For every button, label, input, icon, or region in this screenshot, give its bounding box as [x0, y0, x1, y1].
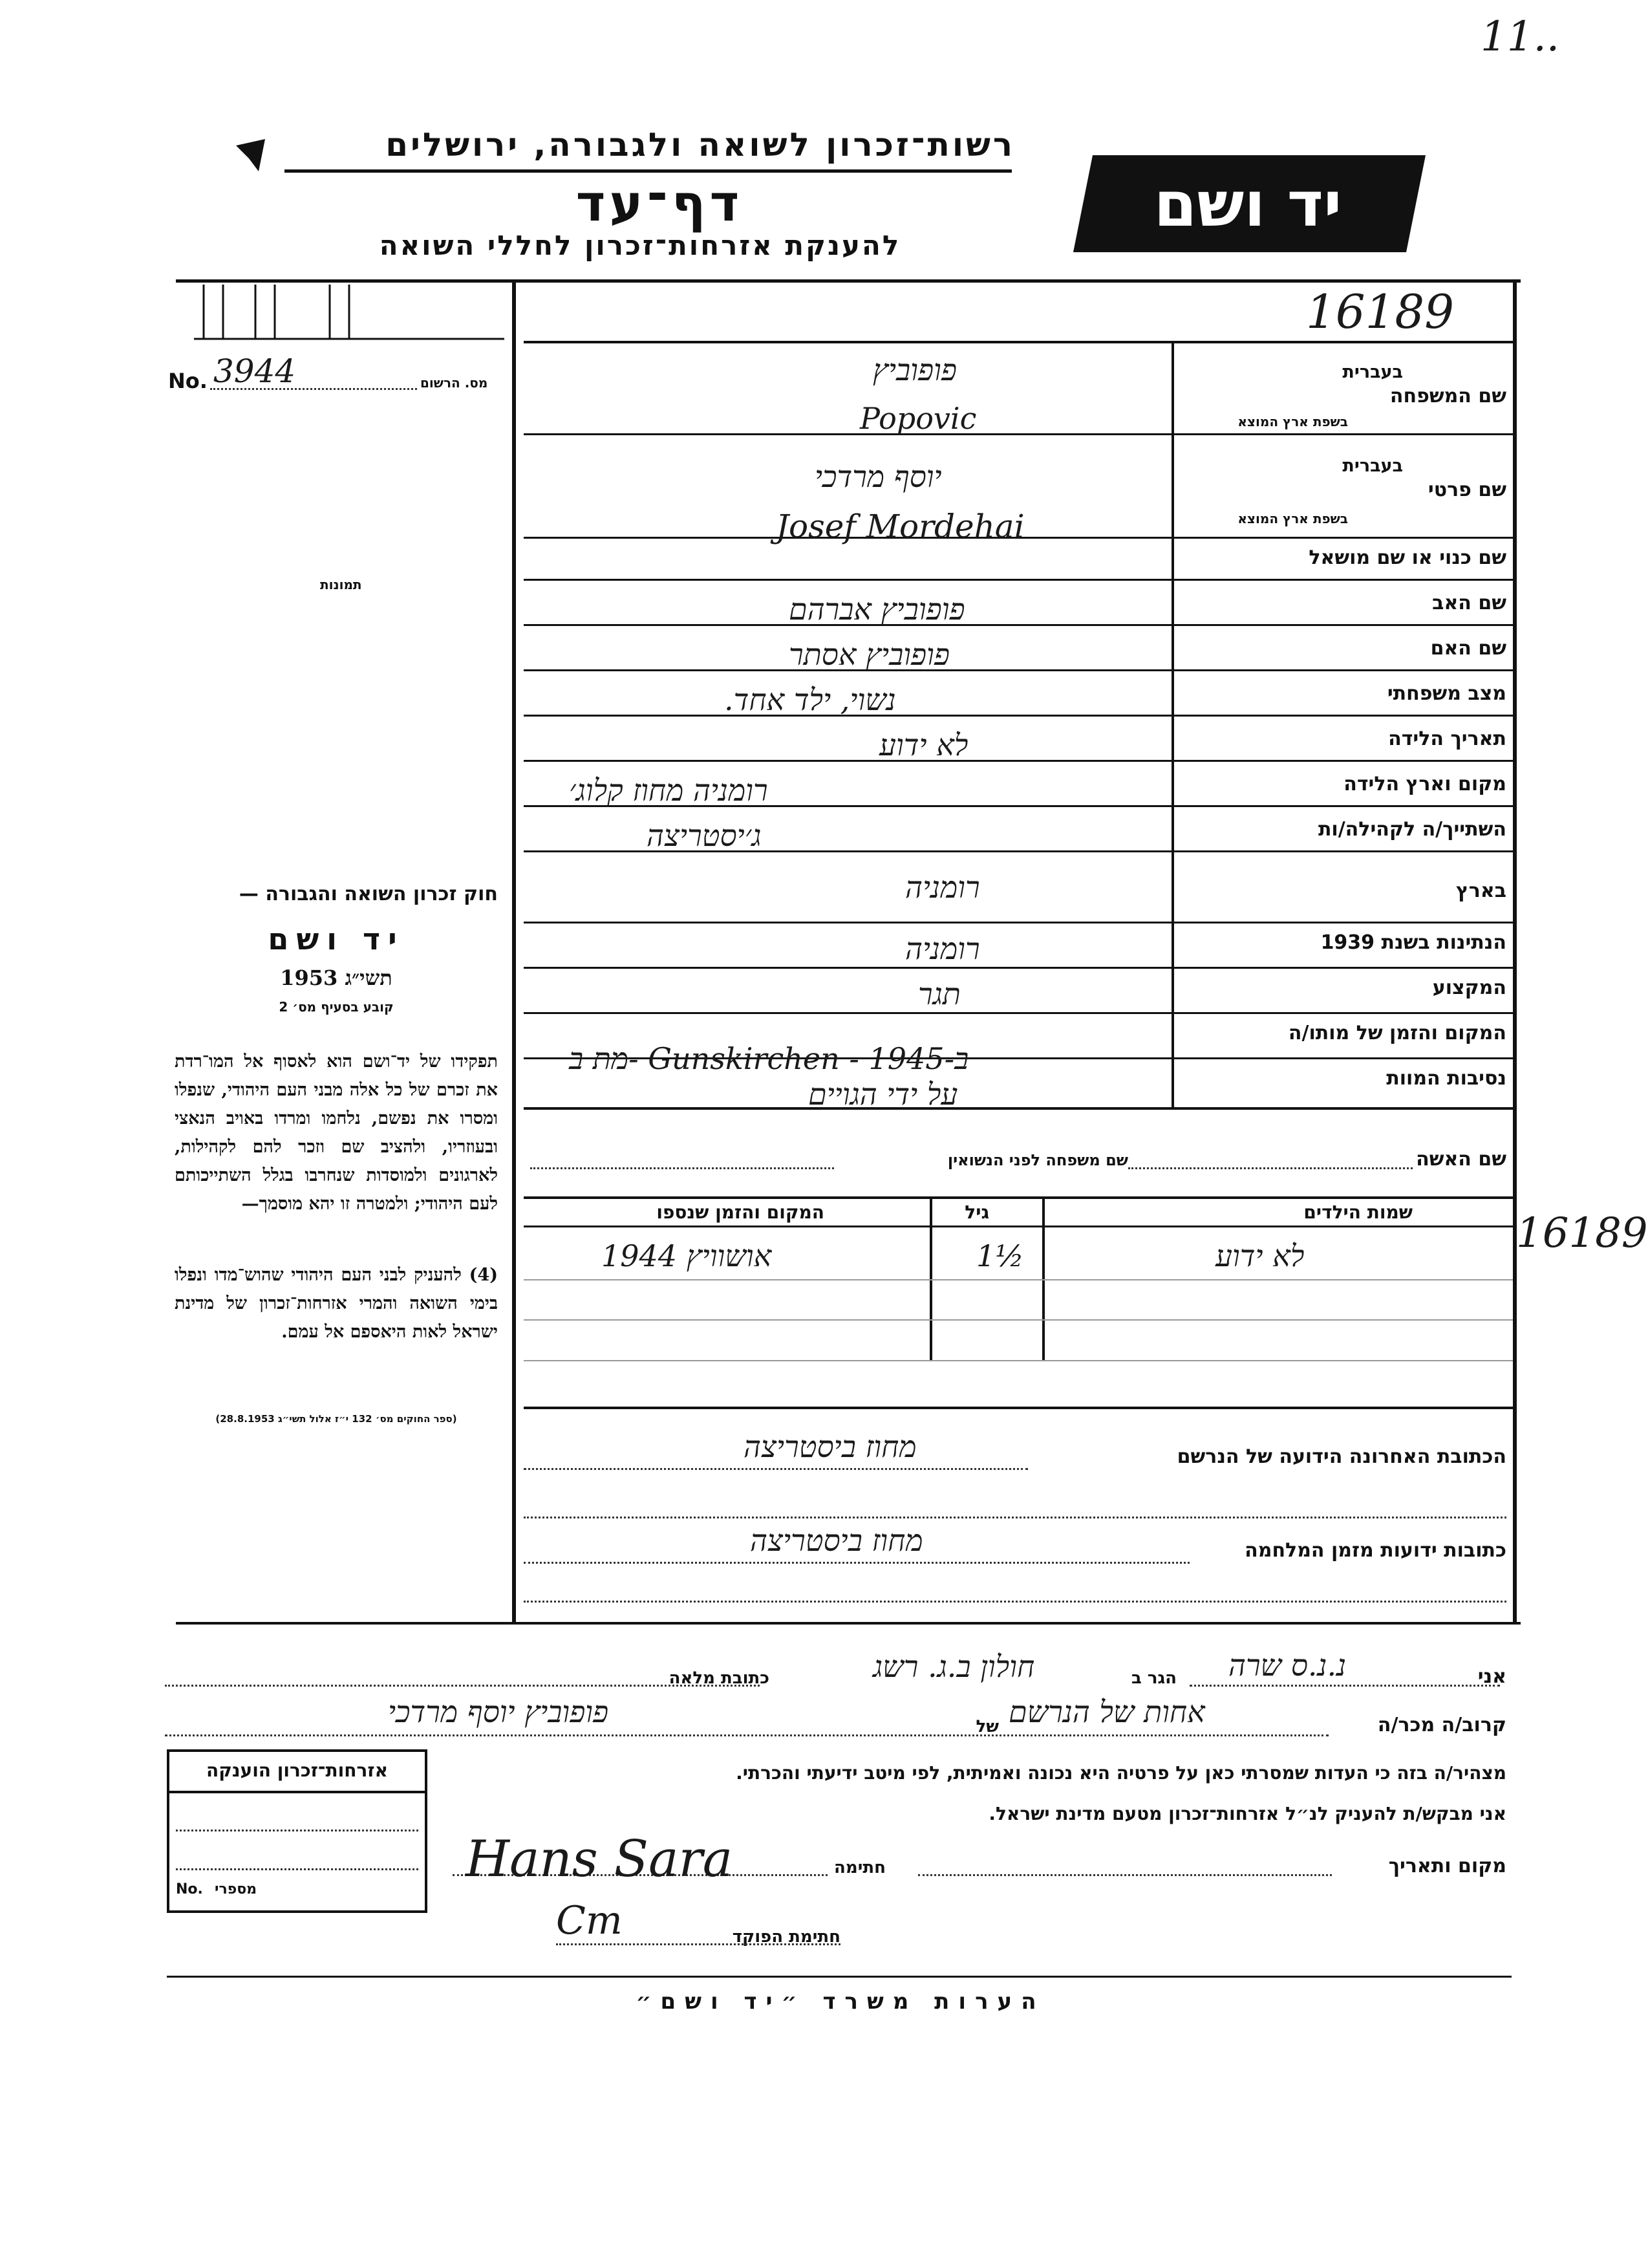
frame-top [176, 279, 1521, 283]
frame-left-divider [512, 279, 516, 1625]
value-signature: Hans Sara [466, 1830, 733, 1888]
statement-1: מצהיר/ה בזה כי העדות שמסרתי כאן על פרטיה היא נכונה ואמיתית, לפי מיטב ידיעתי והכרתי. [736, 1762, 1506, 1784]
rule-profession [524, 1012, 1513, 1014]
reg-mas-label: מס. הרשום [420, 375, 488, 391]
rule-birthdate [524, 760, 1513, 762]
label-children-names: שמות הילדים [1303, 1202, 1413, 1223]
children-row-rule-2 [524, 1319, 1513, 1321]
value-birth-date: לא ידוע [879, 728, 968, 762]
value-profession: תגר [918, 977, 961, 1011]
label-last-address: הכתובת האחרונה הידועה של הנרשם [1177, 1445, 1506, 1468]
place-date-line [918, 1874, 1332, 1876]
value-first-latin: Josef Mordehai [776, 508, 1025, 545]
label-wife-name: שם האשה [1416, 1148, 1506, 1171]
label-in-country: בארץ [1455, 880, 1506, 902]
rule-citizen [524, 967, 1513, 969]
law-year: תשי״ג 1953 [280, 966, 392, 990]
citizenship-granted-box [167, 1749, 427, 1913]
label-family-name: שם המשפחה [1389, 385, 1506, 407]
war-address-line-2 [524, 1601, 1506, 1603]
value-of: פופוביץ יוסף מרדכי [388, 1694, 609, 1729]
rule-wife [524, 1196, 1513, 1199]
rule-marital [524, 715, 1513, 717]
children-row-rule-1 [524, 1279, 1513, 1280]
logo-text: יד ושם [1153, 168, 1342, 241]
box-title-rule [169, 1791, 425, 1793]
label-lives: הגר ב [1131, 1669, 1177, 1688]
rule-father [524, 624, 1513, 626]
reg-no-line [210, 388, 417, 390]
page-number: 11.. [1481, 13, 1560, 61]
wife-line [1128, 1167, 1413, 1169]
rule-country [524, 922, 1513, 923]
label-column-divider [1172, 341, 1174, 1107]
label-first-hebrew: בעברית [1342, 456, 1403, 476]
label-first-origin: בשפת ארץ המוצא [1237, 511, 1348, 526]
label-father: שם האב [1432, 592, 1506, 614]
form-title: דף־עד [575, 175, 744, 233]
label-family-hebrew: בעברית [1342, 362, 1403, 382]
authority-title: רשות־זכרון לשואה ולגבורה, ירושלים [385, 126, 1015, 164]
file-number: 16189 [1306, 285, 1455, 339]
label-child-age: גיל [965, 1202, 989, 1223]
officer-signature-line [556, 1943, 840, 1945]
header-underline [284, 169, 1012, 173]
rule-family [524, 433, 1513, 435]
value-last-address: מחוז ביסטריצה [744, 1429, 917, 1464]
children-header-rule [524, 1226, 1513, 1227]
label-first-name: שם פרטי [1428, 479, 1506, 501]
value-family-hebrew: פופוביץ [873, 352, 957, 387]
value-birth-place: רומניה מחוז קלוג׳ [569, 773, 768, 808]
photo-label: תמונות [320, 577, 362, 592]
value-first-hebrew: יוסף מרדכי [815, 459, 942, 494]
label-of: של [976, 1717, 999, 1736]
law-paragraph-1: תפקידו של יד־ושם הוא לאסוף אל המו־רדת את זכרם של כל אלה מבני העם היהודי, שנפלו ומסרו את נפשם, נלחמו ומרדו באויב הנאצי ובעוזריו, ולהציב שם וזכר להם לקהילות, לארגונים ולמוסדות שנחרבו בגלל השתייכותם לעם היהודי; ולמטרה זו יהא מוסמך— [175, 1052, 498, 1214]
relative-line [165, 1734, 1329, 1736]
label-circumstances: נסיבות המוות [1386, 1067, 1506, 1090]
address-line [165, 1685, 760, 1687]
label-mother: שם האם [1430, 637, 1506, 660]
law-paragraph-2: (4) להעניק לבני העם היהודי שהוש־מדו ונפלו בימי השואה והמרי אזרחות־זכרון של מדינת ישראל לאות היאספם אל עמם. [175, 1265, 498, 1342]
box-line-1 [176, 1830, 418, 1831]
value-marital: נשוי, ילד אחד. [724, 682, 896, 717]
value-relative: אחות של הנרשם [1009, 1694, 1205, 1729]
rule-circumstances [524, 1107, 1513, 1110]
label-birth-date: תאריך הלידה [1388, 728, 1506, 750]
law-source: (ספר החוקים מס׳ 132 י״ז אלול תשי״ג 28.8.1953) [215, 1413, 457, 1425]
maiden-line [530, 1167, 834, 1169]
law-name: יד ושם [268, 922, 405, 956]
i-line [1190, 1685, 1500, 1687]
value-i: נ.נ.ס שרה [1228, 1648, 1347, 1683]
label-child-death: המקום והזמן שנספו [656, 1202, 824, 1223]
label-i: אני [1477, 1665, 1506, 1688]
footer-remarks: הערות משרד ״יד ושם״ [636, 1989, 1045, 2014]
label-maiden-name: שם משפחה לפני הנשואין [947, 1151, 1128, 1169]
label-relative: קרוב/ה מכר/ה [1377, 1714, 1506, 1736]
value-child-name: לא ידוע [1215, 1238, 1305, 1273]
value-war-address: מחוז ביסטריצה [750, 1523, 923, 1558]
label-full-address: כתובת מלאה [669, 1669, 769, 1688]
box-line-2 [176, 1868, 418, 1870]
rule-mother [524, 669, 1513, 671]
label-signature: חתימה [834, 1858, 886, 1877]
last-address-line-2 [524, 1517, 1506, 1518]
rule-nick [524, 579, 1513, 581]
value-circumstances: על ידי הגויים [808, 1077, 958, 1112]
label-family-origin: בשפת ארץ המוצא [1237, 414, 1348, 429]
last-address-line [524, 1468, 1028, 1470]
box-number-label: מספרי [215, 1881, 257, 1897]
label-profession: המקצוע [1432, 977, 1506, 999]
frame-bottom [176, 1622, 1521, 1625]
value-community: ג׳יסטריצה [647, 818, 762, 853]
form-subtitle: להענקת אזרחות־זכרון לחללי השואה [379, 230, 901, 261]
statement-2: אני מבקש/ת להעניק לנ״ל אזרחות־זכרון מטעם מדינת ישראל. [989, 1803, 1506, 1824]
side-number: 16189 [1516, 1209, 1648, 1257]
label-war-addresses: כתובות ידועות מזמן המלחמה [1245, 1539, 1506, 1562]
value-officer-signature: Cm [556, 1898, 623, 1943]
reg-no-value: 3944 [213, 352, 296, 390]
law-section: קובע בסעיף מס׳ 2 [279, 999, 394, 1015]
label-officer-signature: חתימת הפוקד [732, 1927, 840, 1947]
reg-no-label: No. [168, 369, 208, 393]
value-country: רומניה [905, 870, 980, 905]
row-rule [524, 341, 1513, 343]
label-birth-place: מקום וארץ הלידה [1343, 773, 1506, 795]
label-citizenship: הנתינות בשנת 1939 [1320, 931, 1506, 954]
war-address-line [524, 1562, 1190, 1564]
label-community: השתייך/ה לקהילה/ות [1318, 818, 1506, 841]
value-citizenship: רומניה [905, 931, 980, 966]
children-row-rule-3 [524, 1360, 1513, 1361]
value-father: פופוביץ אברהם [789, 592, 965, 627]
footer-rule [167, 1976, 1512, 1978]
value-child-age: 1½ [976, 1238, 1024, 1273]
value-death: מת ב- Gunskirchen - ב-1945 [569, 1041, 969, 1076]
value-lives: חולון ב.ג. רשג [873, 1649, 1035, 1684]
value-mother: פופוביץ אסתר [789, 637, 950, 672]
label-nickname: שם כנוי או שם מושאל [1309, 546, 1506, 569]
label-death-place: המקום והזמן של מותו/ה [1288, 1022, 1506, 1044]
value-child-death: 1944 אושוויץ [601, 1238, 772, 1273]
box-title: אזרחות־זכרון הוענקה [206, 1760, 388, 1781]
rule-address [524, 1407, 1513, 1409]
frame-right [1513, 279, 1517, 1625]
box-no-label: No. [176, 1881, 203, 1897]
label-marital: מצב משפחתי [1387, 682, 1506, 705]
ink-mark [233, 139, 272, 175]
law-heading: חוק זכרון השואה והגבורה — [239, 883, 498, 905]
reg-boxes [194, 285, 504, 340]
yad-vashem-logo [1073, 155, 1426, 252]
label-place-date: מקום ותאריך [1388, 1855, 1506, 1877]
value-family-latin: Popovic [860, 401, 977, 436]
